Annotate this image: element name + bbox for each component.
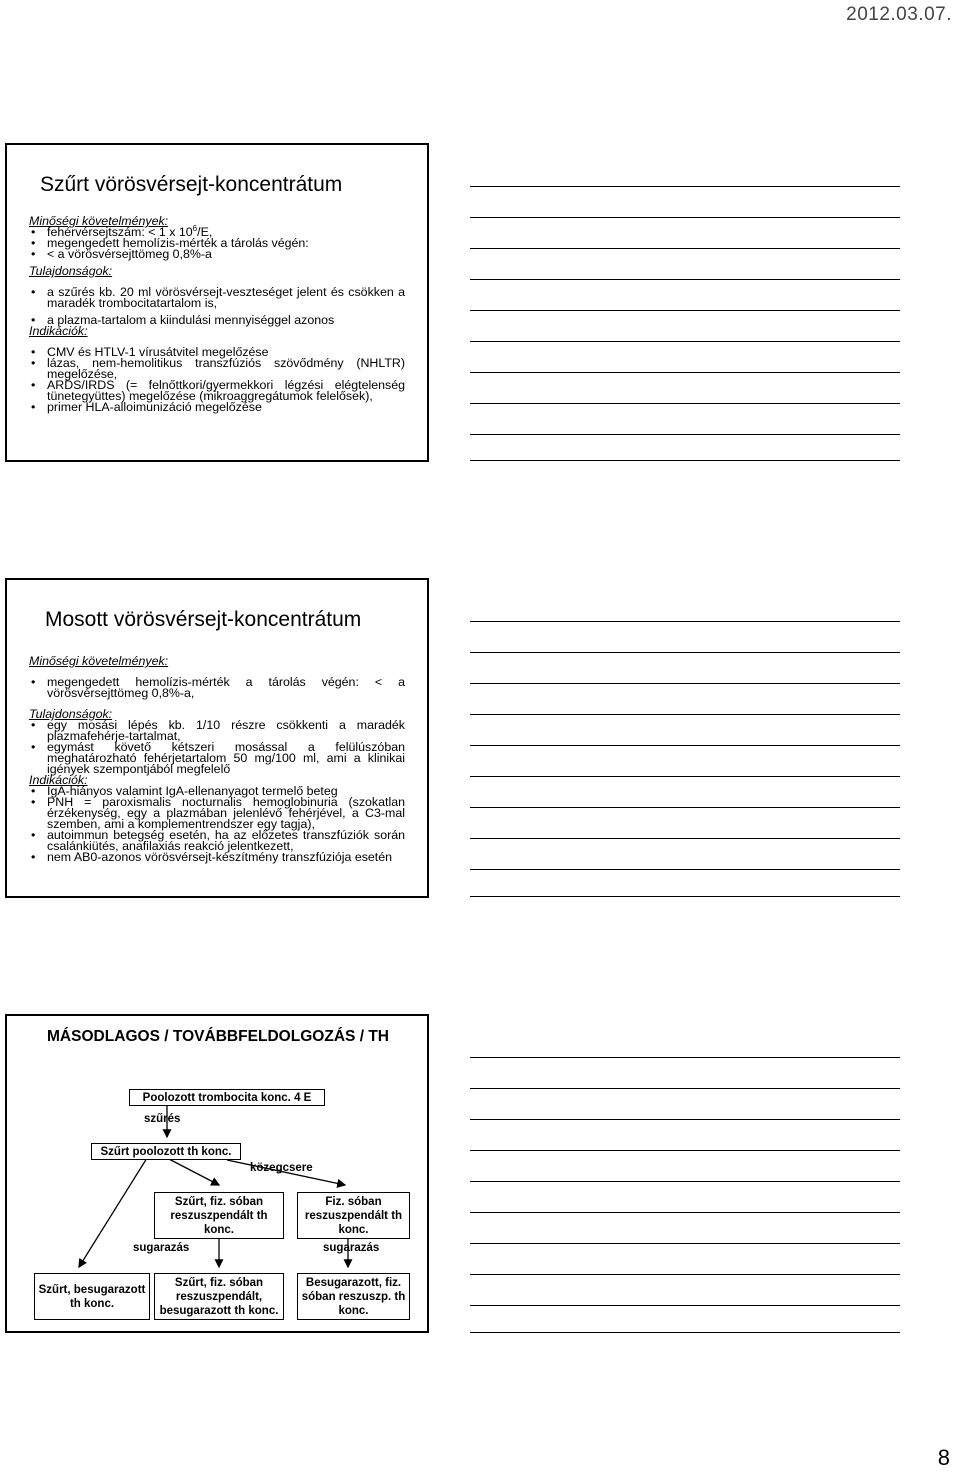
box-filtered-irradiated: Szűrt, besugarazott th konc.	[34, 1273, 150, 1320]
list-item: • a szűrés kb. 20 ml vörösvérsejt-veszteséget jelent és csökken a maradék trombocitatartalom is,	[29, 287, 405, 309]
slide-title: Mosott vörösvérsejt-koncentrátum	[45, 608, 362, 631]
note-line	[470, 1305, 900, 1306]
list-item: • IgA-hiányos valamint IgA-ellenanyagot termelő beteg	[29, 786, 405, 797]
note-line	[470, 745, 900, 746]
note-line	[470, 1243, 900, 1244]
slide-body	[29, 216, 405, 413]
note-line	[470, 621, 900, 622]
list-item: • egymást követő kétszeri mosással a felülúszóban meghatározható fehérjetartalom 50 mg/100 ml, ami a klinikai igények szempontjából megfelelő	[29, 742, 405, 775]
note-line	[470, 1088, 900, 1089]
note-line	[470, 460, 900, 461]
list-item: • CMV és HTLV-1 vírusátvitel megelőzése	[29, 347, 405, 358]
box-filtered-resuspended-irradiated: Szűrt, fiz. sóban reszuszpendált, besugarazott th konc.	[154, 1273, 284, 1320]
note-line	[470, 807, 900, 808]
slide-title: MÁSODLAGOS / TOVÁBBFELDOLGOZÁS / TH	[47, 1028, 390, 1045]
note-line	[470, 1181, 900, 1182]
label-filtering: szűrés	[144, 1113, 181, 1125]
box-saline-resuspended: Fiz. sóban reszuszpendált th konc.	[297, 1192, 410, 1239]
note-line	[470, 896, 900, 897]
note-line	[470, 403, 900, 404]
note-line	[470, 279, 900, 280]
note-line	[470, 217, 900, 218]
box-irradiated-resuspended: Besugarazott, fiz. sóban reszuszp. th konc.	[297, 1273, 410, 1320]
list-item: • megengedett hemolízis-mérték a tárolás végén: < a vörösvérsejttömeg 0,8%-a,	[29, 677, 405, 699]
slide-filtered-rbc	[5, 143, 429, 462]
list-item: • a plazma-tartalom a kiindulási mennyiséggel azonos	[29, 315, 405, 326]
box-filtered-pool: Szűrt poolozott th konc.	[91, 1143, 241, 1160]
box-filtered-resuspended: Szűrt, fiz. sóban reszuszpendált th konc.	[154, 1192, 284, 1239]
page-number: 8	[937, 1445, 950, 1470]
list-item: • nem AB0-azonos vörösvérsejt-készítmény transzfúziója esetén	[29, 852, 405, 863]
note-line	[470, 1332, 900, 1333]
note-line	[470, 683, 900, 684]
list-item: • ARDS/IRDS (= felnőttkori/gyermekkori légzési elégtelenség tünetegyüttes) megelőzése (mikroaggregátumok felelősek),	[29, 380, 405, 402]
box-pooled-platelet: Poolozott trombocita konc. 4 E	[129, 1089, 325, 1106]
list-item: • fehérvérsejtszám: < 1 x $10^6/E$,	[29, 227, 405, 238]
note-line	[470, 434, 900, 435]
slide-title: Szűrt vörösvérsejt-koncentrátum	[40, 173, 343, 196]
note-line	[470, 652, 900, 653]
list-item: • egy mosási lépés kb. 1/10 részre csökkenti a maradék plazmafehérje-tartalmat,	[29, 720, 405, 742]
note-line	[470, 869, 900, 870]
list-item: • PNH = paroxismalis nocturnalis hemoglobinuria (szokatlan érzékenység, egy a plazmában jelenlévő fehérjével, a C3-mal szemben, ami a komplementrendszer egy tagja),	[29, 797, 405, 830]
label-irradiation-left: sugarazás	[133, 1242, 190, 1254]
note-line	[470, 1212, 900, 1213]
note-line	[470, 341, 900, 342]
list-item-continuation: • < a vörösvérsejttömeg 0,8%-a	[29, 249, 405, 260]
note-line	[470, 372, 900, 373]
list-item: • lázas, nem-hemolitikus transzfúziós szövődmény (NHLTR) megelőzése,	[29, 358, 405, 380]
document-date: 2012.03.07.	[846, 4, 952, 25]
note-line	[470, 1057, 900, 1058]
label-irradiation-right: sugarazás	[323, 1242, 380, 1254]
note-line	[470, 248, 900, 249]
indications-heading: Indikációk:	[29, 773, 88, 787]
note-line	[470, 1150, 900, 1151]
note-line	[470, 714, 900, 715]
list-item: • autoimmun betegség esetén, ha az előzetes transzfúziók során csalánkiütés, anafilaxiás reakció jelentkezett,	[29, 830, 405, 852]
properties-heading: Tulajdonságok:	[29, 707, 113, 721]
note-line	[470, 838, 900, 839]
slide-washed-rbc	[5, 578, 429, 898]
indications-heading: Indikációk:	[29, 324, 88, 338]
note-line	[470, 310, 900, 311]
note-line	[470, 776, 900, 777]
list-item: • megengedett hemolízis-mérték a tárolás végén:	[29, 238, 405, 249]
note-line	[470, 186, 900, 187]
properties-heading: Tulajdonságok:	[29, 264, 113, 278]
label-medium-exchange: közegcsere	[250, 1162, 313, 1174]
note-line	[470, 1119, 900, 1120]
slide-secondary-processing	[5, 1014, 429, 1333]
note-line	[470, 1274, 900, 1275]
slide-body	[29, 656, 405, 863]
quality-heading: Minőségi követelmények:	[29, 654, 169, 668]
list-item: • primer HLA-alloimunizáció megelőzése	[29, 402, 405, 413]
quality-heading: Minőségi követelmények:	[29, 214, 169, 228]
